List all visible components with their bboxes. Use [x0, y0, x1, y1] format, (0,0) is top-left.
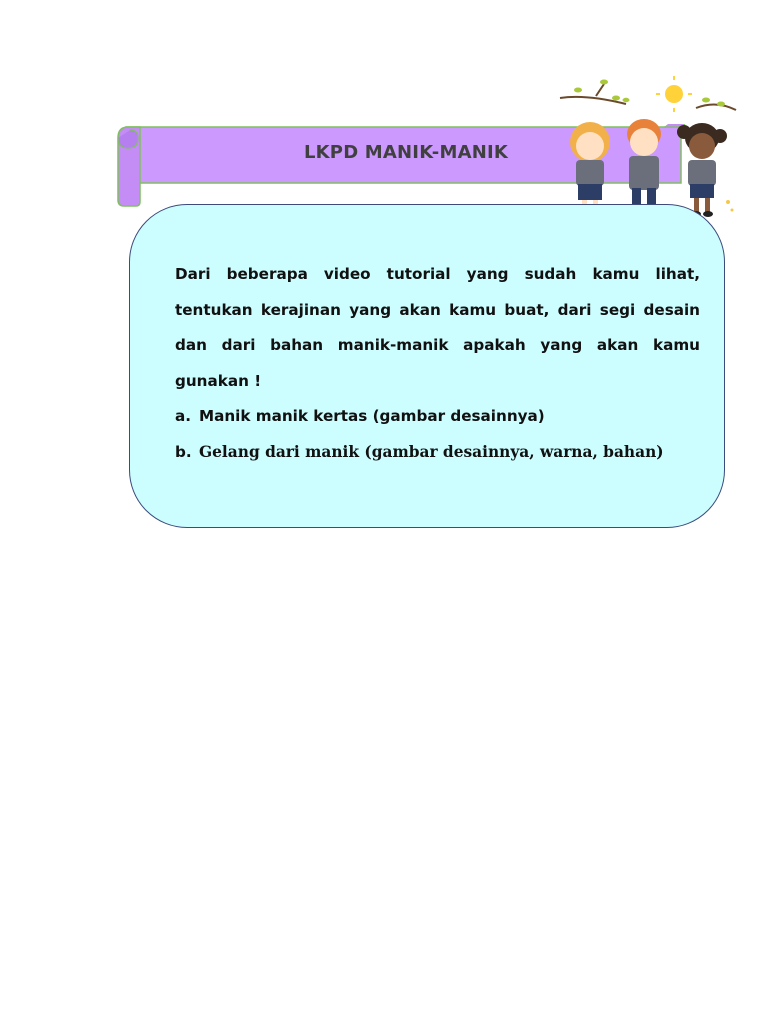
list-marker: b.	[175, 442, 192, 461]
card-content	[175, 257, 700, 470]
list-item-text: Manik manik kertas (gambar desainnya)	[199, 407, 545, 425]
instruction-card	[129, 204, 725, 528]
instruction-text: Dari beberapa video tutorial yang sudah kamu lihat, tentukan kerajinan yang akan kamu buat, dari segi desain dan dari bahan manik-manik apakah yang akan kamu gunakan !	[175, 265, 700, 390]
list-marker: a.	[175, 407, 192, 425]
school-kids-icon	[556, 70, 740, 222]
page-title: LKPD MANIK-MANIK	[303, 142, 509, 163]
list-item	[175, 399, 700, 435]
list-item-text: Gelang dari manik (gambar desainnya, warna, bahan)	[199, 442, 664, 461]
branch-icon	[560, 84, 736, 110]
sun-icon	[656, 76, 692, 112]
kid-girl-right	[677, 123, 727, 217]
list-item	[175, 435, 700, 471]
task-list	[175, 399, 700, 470]
